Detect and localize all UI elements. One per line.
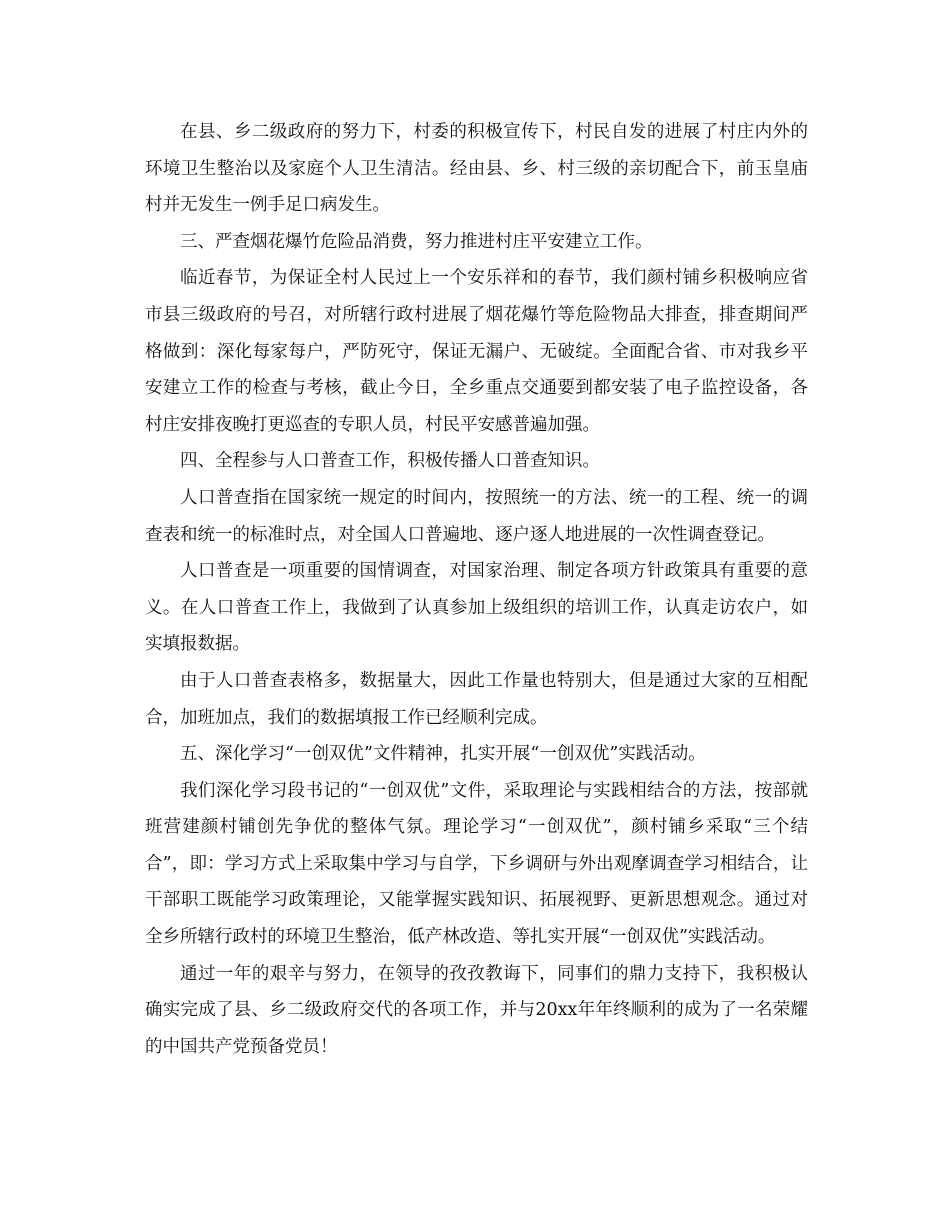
paragraph-census-importance: 人口普查是一项重要的国情调查，对国家治理、制定各项方针政策具有重要的意义。在人口普查工作上，我做到了认真参加上级组织的培训工作，认真走访农户，如实填报数据。 [145,561,808,655]
paragraph-census-definition: 人口普查指在国家统一规定的时间内，按照统一的方法、统一的工程、统一的调查表和统一的标准时点，对全国人口普遍地、逐户逐人地进展的一次性调查登记。 [145,487,808,545]
paragraph-conclusion: 通过一年的艰辛与努力，在领导的孜孜教诲下，同事们的鼎力支持下，我积极认确实完成了县、乡二级政府交代的各项工作，并与20xx年年终顺利的成为了一名荣耀的中国共产党预备党员！ [145,963,808,1057]
section-heading-5: 五、深化学习“一创双优”文件精神，扎实开展“一创双优”实践活动。 [180,744,706,765]
document-body [145,114,808,1065]
paragraph-sanitation: 在县、乡二级政府的努力下，村委的积极宣传下，村民自发的进展了村庄内外的环境卫生整治以及家庭个人卫生清洁。经由县、乡、村三级的亲切配合下，前玉皇庙村并无发生一例手足口病发生。 [145,122,808,216]
section-heading-4: 四、全程参与人口普查工作，积极传播人口普查知识。 [180,451,600,472]
paragraph-fireworks: 临近春节，为保证全村人民过上一个安乐祥和的春节，我们颜村铺乡积极响应省市县三级政府的号召，对所辖行政村进展了烟花爆竹等危险物品大排查，排查期间严格做到：深化每家每户，严防死守，保证无漏户、无破绽。全面配合省、市对我乡平安建立工作的检查与考核，截止今日，全乡重点交通要到都安装了电子监控设备，各村庄安排夜晚打更巡查的专职人员，村民平安感普遍加强。 [145,268,808,435]
paragraph-study: 我们深化学习段书记的“一创双优”文件，采取理论与实践相结合的方法，按部就班营建颜村铺创先争优的整体气氛。理论学习“一创双优”，颜村铺乡采取“三个结合”，即：学习方式上采取集中学习与自学，下乡调研与外出观摩调查学习相结合，让干部职工既能学习政策理论，又能掌握实践知识、拓展视野、更新思想观念。通过对全乡所辖行政村的环境卫生整治，低产林改造、等扎实开展“一创双优”实践活动。 [145,780,808,948]
paragraph-census-completion: 由于人口普查表格多，数据量大，因此工作量也特别大，但是通过大家的互相配合，加班加点，我们的数据填报工作已经顺利完成。 [145,670,808,728]
section-heading-3: 三、严查烟花爆竹危险品消费，努力推进村庄平安建立工作。 [180,231,653,252]
